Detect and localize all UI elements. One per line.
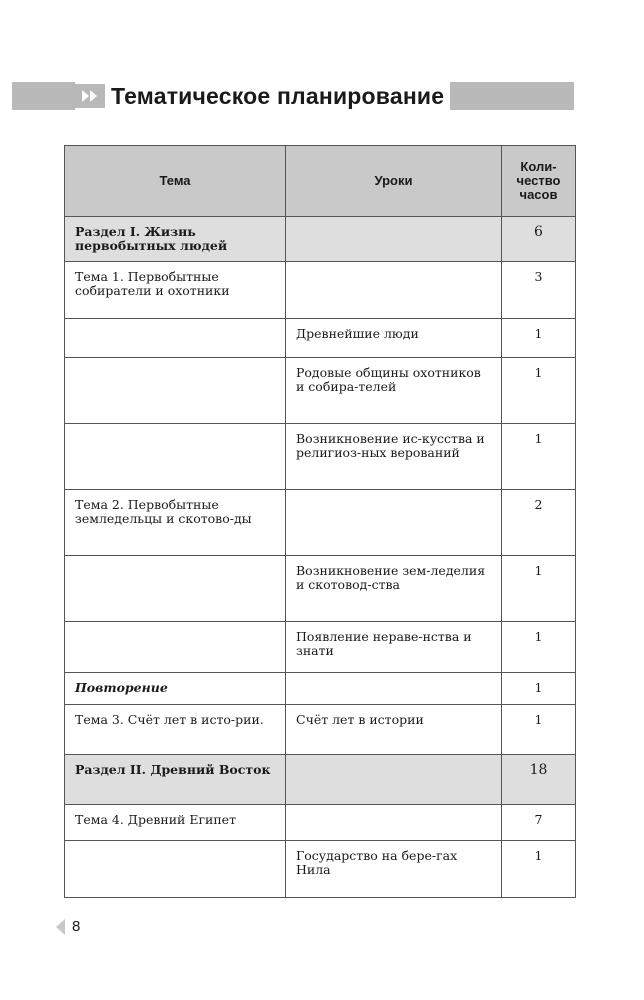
table-row [65, 556, 576, 622]
double-chevron-right-icon [75, 84, 105, 108]
hours-cell: 1 [502, 673, 576, 705]
theme-cell [65, 424, 286, 490]
table-row [65, 358, 576, 424]
hours-cell: 2 [502, 490, 576, 556]
page-number [56, 918, 80, 935]
triangle-left-icon [56, 919, 65, 935]
hours-cell: 3 [502, 262, 576, 319]
table-row [65, 755, 576, 805]
table-header-row [65, 146, 576, 217]
table-row [65, 217, 576, 262]
lesson-cell: Государство на бере-гах Нила [286, 841, 502, 898]
hours-cell: 1 [502, 358, 576, 424]
column-header-theme: Тема [65, 146, 286, 217]
table-row [65, 622, 576, 673]
hours-header-line: чество [516, 173, 561, 188]
hours-cell: 18 [502, 755, 576, 805]
page-number-label: 8 [72, 918, 81, 935]
hours-cell: 7 [502, 805, 576, 841]
lesson-cell [286, 262, 502, 319]
table-row [65, 490, 576, 556]
page-title: Тематическое планирование [111, 82, 445, 109]
column-header-lessons: Уроки [286, 146, 502, 217]
lesson-cell: Появление нераве-нства и знати [286, 622, 502, 673]
hours-cell: 1 [502, 556, 576, 622]
lesson-cell [286, 217, 502, 262]
theme-cell: Тема 2. Первобытные земледельцы и скотово-ды [65, 490, 286, 556]
table-row [65, 705, 576, 755]
table-row [65, 319, 576, 358]
hours-cell: 1 [502, 622, 576, 673]
table-row [65, 805, 576, 841]
lesson-cell: Древнейшие люди [286, 319, 502, 358]
table-row [65, 424, 576, 490]
theme-cell: Раздел II. Древний Восток [65, 755, 286, 805]
theme-cell: Тема 3. Счёт лет в исто-рии. [65, 705, 286, 755]
lesson-cell [286, 490, 502, 556]
hours-cell: 6 [502, 217, 576, 262]
theme-cell: Тема 4. Древний Египет [65, 805, 286, 841]
lesson-cell [286, 755, 502, 805]
lesson-cell [286, 673, 502, 705]
hours-header-line: Коли- [520, 159, 557, 174]
theme-cell: Повторение [65, 673, 286, 705]
lesson-cell: Счёт лет в истории [286, 705, 502, 755]
hours-cell: 1 [502, 841, 576, 898]
thematic-plan-table [64, 145, 576, 898]
hours-cell: 1 [502, 319, 576, 358]
lesson-cell: Родовые общины охотников и собира-телей [286, 358, 502, 424]
hours-header-line: часов [519, 187, 558, 202]
theme-cell [65, 841, 286, 898]
lesson-cell [286, 805, 502, 841]
page-heading [75, 78, 450, 114]
theme-cell [65, 358, 286, 424]
lesson-cell: Возникновение зем-леделия и скотовод-ства [286, 556, 502, 622]
theme-cell: Тема 1. Первобытные собиратели и охотники [65, 262, 286, 319]
lesson-cell: Возникновение ис-кусства и религиоз-ных верований [286, 424, 502, 490]
theme-cell [65, 622, 286, 673]
table-row [65, 262, 576, 319]
theme-cell [65, 556, 286, 622]
hours-cell: 1 [502, 424, 576, 490]
table-row [65, 673, 576, 705]
table-row [65, 841, 576, 898]
column-header-hours [502, 146, 576, 217]
theme-cell: Раздел I. Жизнь первобытных людей [65, 217, 286, 262]
hours-cell: 1 [502, 705, 576, 755]
theme-cell [65, 319, 286, 358]
